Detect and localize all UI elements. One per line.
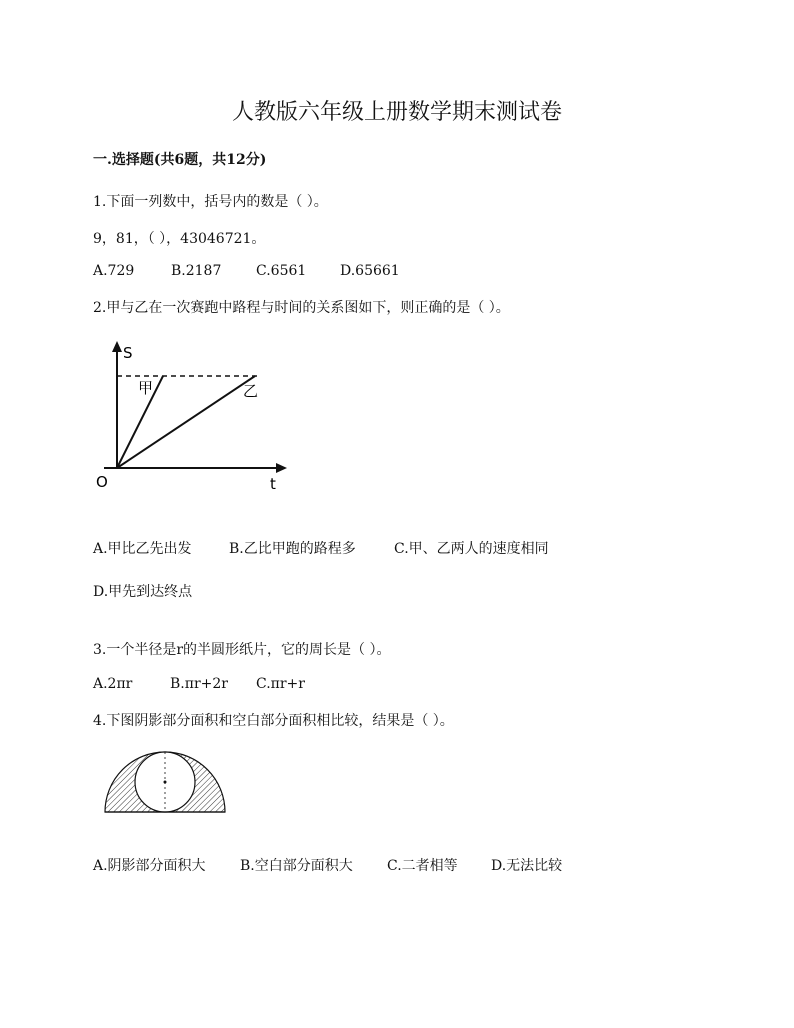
question-4-option-d: D.无法比较 (491, 858, 563, 874)
question-4-stem: 4.下图阴影部分面积和空白部分面积相比较，结果是（ ）。 (93, 713, 454, 729)
question-4-option-c: C.二者相等 (387, 858, 458, 874)
question-1-sequence: 9，81，（ ），43046721。 (93, 231, 266, 247)
question-2-stem: 2.甲与乙在一次赛跑中路程与时间的关系图如下，则正确的是（ ）。 (93, 300, 510, 316)
question-1-option-c: C.6561 (256, 263, 307, 279)
question-4-option-b: B.空白部分面积大 (240, 858, 353, 874)
question-4-option-a: A.阴影部分面积大 (93, 858, 206, 874)
question-1-stem: 1.下面一列数中，括号内的数是（ ）。 (93, 194, 328, 210)
question-3-stem: 3.一个半径是r的半圆形纸片，它的周长是（ ）。 (93, 642, 391, 658)
center-dot (164, 781, 167, 784)
question-2-option-b: B.乙比甲跑的路程多 (229, 541, 356, 557)
question-1-option-d: D.65661 (340, 263, 400, 279)
origin-label: O (96, 473, 108, 491)
y-axis-arrow (112, 341, 122, 352)
question-2-option-c: C.甲、乙两人的速度相同 (394, 541, 549, 557)
question-3-option-b: B.πr+2r (170, 676, 228, 692)
question-2-option-d: D.甲先到达终点 (93, 584, 193, 600)
question-3-option-a: A.2πr (93, 676, 133, 692)
question-1-option-a: A.729 (93, 263, 135, 279)
page-title: 人教版六年级上册数学期末测试卷 (231, 100, 562, 125)
distance-time-graph (90, 338, 300, 496)
question-2-option-a: A.甲比乙先出发 (93, 541, 192, 557)
x-axis-label: t (270, 475, 276, 493)
y-axis-label: S (123, 344, 133, 362)
line-jia-label: 甲 (138, 379, 154, 397)
semicircle-figure (100, 746, 230, 818)
question-3-option-c: C.πr+r (256, 676, 305, 692)
line-yi-label: 乙 (243, 382, 259, 400)
question-1-option-b: B.2187 (171, 263, 222, 279)
section-heading: 一.选择题(共6题，共12分) (93, 152, 267, 168)
x-axis-arrow (276, 463, 287, 473)
